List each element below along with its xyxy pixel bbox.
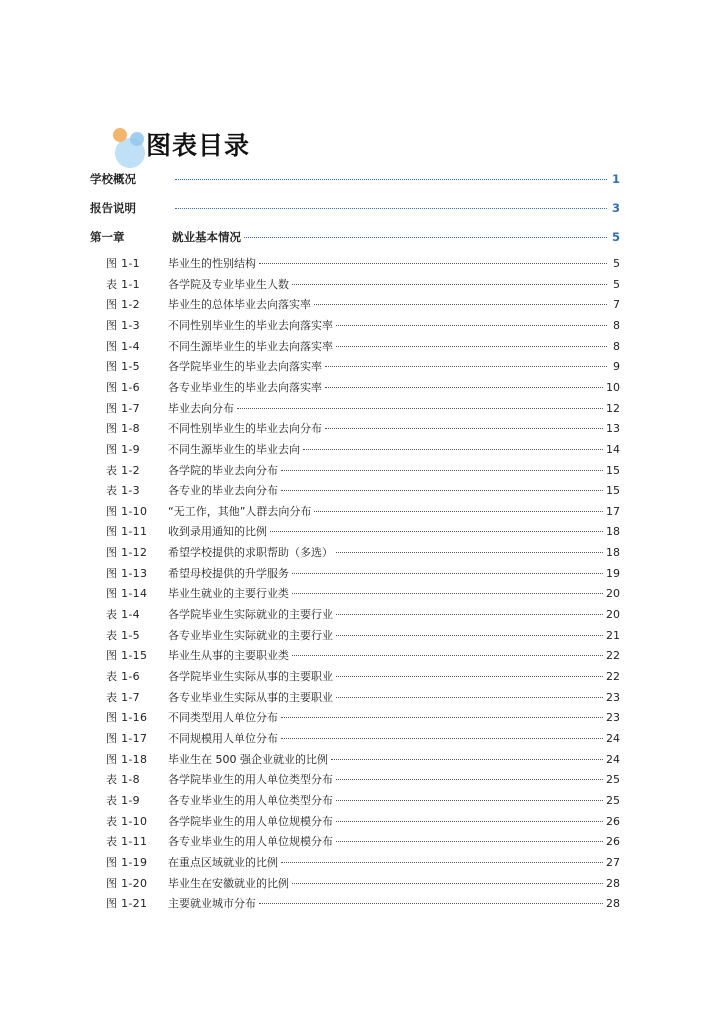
figure-entry[interactable]	[106, 276, 620, 296]
figure-label: 图 1-5	[106, 360, 140, 374]
page-number: 5	[613, 277, 620, 291]
dot-leader	[336, 821, 603, 822]
figure-entry[interactable]	[106, 895, 620, 915]
figure-label: 图 1-12	[106, 546, 148, 560]
dot-leader	[292, 655, 603, 656]
dot-leader	[314, 304, 607, 305]
figure-label: 图 1-7	[106, 401, 140, 415]
page-number: 27	[606, 855, 620, 869]
page-number: 28	[606, 897, 620, 911]
figure-entry[interactable]	[106, 420, 620, 440]
figure-title: 不同生源毕业生的毕业去向	[168, 442, 300, 456]
dot-leader	[336, 325, 607, 326]
figure-entry[interactable]	[106, 813, 620, 833]
figure-entry[interactable]	[106, 689, 620, 709]
section-label: 报告说明	[90, 201, 136, 215]
page-number: 25	[606, 793, 620, 807]
dot-leader	[325, 366, 607, 367]
dot-leader	[303, 449, 603, 450]
page-number: 20	[606, 587, 620, 601]
figure-title: 希望学校提供的求职帮助（多选）	[168, 546, 333, 560]
figure-label: 表 1-7	[106, 690, 140, 704]
figure-label: 图 1-8	[106, 422, 140, 436]
section-entry[interactable]	[90, 200, 620, 220]
figure-title: 各专业毕业生的毕业去向落实率	[168, 380, 322, 394]
figure-title: 毕业生就业的主要行业类	[168, 587, 289, 601]
page-number: 24	[606, 731, 620, 745]
figure-entry[interactable]	[106, 627, 620, 647]
figure-entry[interactable]	[106, 482, 620, 502]
figure-label: 图 1-6	[106, 380, 140, 394]
page-number: 5	[611, 230, 620, 244]
section-label: 学校概况	[90, 172, 136, 186]
figure-entry[interactable]	[106, 400, 620, 420]
figure-label: 图 1-10	[106, 504, 148, 518]
dot-leader	[175, 179, 607, 180]
page-number: 8	[613, 339, 620, 353]
page-number: 23	[606, 711, 620, 725]
page-number: 23	[606, 690, 620, 704]
figure-title: 不同规模用人单位分布	[168, 731, 278, 745]
figure-title: 各学院及专业毕业生人数	[168, 277, 289, 291]
figure-title: 各学院的毕业去向分布	[168, 463, 278, 477]
figure-title: 不同类型用人单位分布	[168, 711, 278, 725]
dot-leader	[336, 800, 603, 801]
figure-title: 毕业生在 500 强企业就业的比例	[168, 752, 328, 766]
figure-title: 不同生源毕业生的毕业去向落实率	[168, 339, 333, 353]
dot-leader	[259, 263, 607, 264]
page-number: 12	[606, 401, 620, 415]
dot-leader	[336, 614, 603, 615]
figure-title: 各专业毕业生实际就业的主要行业	[168, 628, 333, 642]
page-number: 1	[611, 172, 620, 186]
page-number: 24	[606, 752, 620, 766]
page-number: 10	[606, 380, 620, 394]
page-number: 21	[606, 628, 620, 642]
dot-leader	[325, 428, 603, 429]
page-number: 17	[606, 504, 620, 518]
decorative-dot-icon	[113, 128, 127, 142]
page-number: 13	[606, 422, 620, 436]
figure-entry[interactable]	[106, 875, 620, 895]
figure-title: 各学院毕业生实际从事的主要职业	[168, 670, 333, 683]
figure-entry[interactable]	[106, 338, 620, 358]
figure-label: 图 1-11	[106, 525, 148, 539]
figure-entry[interactable]	[106, 709, 620, 729]
figure-entry[interactable]	[106, 792, 620, 812]
dot-leader	[281, 862, 603, 863]
dot-leader	[336, 779, 603, 780]
dot-leader	[314, 511, 603, 512]
figure-title: 各学院毕业生的用人单位规模分布	[168, 814, 333, 828]
figure-entry[interactable]	[106, 606, 620, 626]
figure-title: 毕业生在安徽就业的比例	[168, 876, 289, 890]
figure-title: 毕业去向分布	[168, 401, 234, 415]
figure-label: 表 1-1	[106, 277, 140, 291]
page-number: 9	[613, 360, 620, 374]
page-number: 28	[606, 876, 620, 890]
figure-title: 各学院毕业生的用人单位类型分布	[168, 773, 333, 787]
dot-leader	[281, 470, 603, 471]
figure-label: 图 1-19	[106, 855, 148, 869]
figure-label: 表 1-4	[106, 608, 140, 622]
figure-entry[interactable]	[106, 317, 620, 337]
figure-entry[interactable]	[106, 544, 620, 564]
dot-leader	[281, 717, 603, 718]
figure-entry[interactable]	[106, 296, 620, 316]
figure-entry[interactable]	[106, 668, 620, 688]
figure-title: 各专业毕业生实际从事的主要职业	[168, 690, 333, 704]
page-number: 7	[613, 298, 620, 312]
figure-entry[interactable]	[106, 503, 620, 523]
page-number: 3	[611, 201, 620, 215]
dot-leader	[292, 593, 603, 594]
figure-label: 表 1-2	[106, 463, 140, 477]
dot-leader	[259, 903, 603, 904]
dot-leader	[336, 676, 603, 677]
page-number: 19	[606, 566, 620, 580]
page-number: 15	[606, 463, 620, 477]
dot-leader	[281, 490, 603, 491]
figure-label: 图 1-2	[106, 298, 140, 312]
figure-label: 图 1-3	[106, 318, 140, 332]
dot-leader	[336, 841, 603, 842]
figure-entry[interactable]	[106, 730, 620, 750]
figure-title: 主要就业城市分布	[168, 897, 256, 911]
figure-label: 图 1-13	[106, 566, 148, 580]
page-number: 8	[613, 318, 620, 332]
section-label: 第一章	[90, 230, 125, 244]
dot-leader	[331, 759, 603, 760]
figure-entry[interactable]	[106, 379, 620, 399]
dot-leader	[244, 237, 607, 238]
figure-label: 表 1-9	[106, 793, 140, 807]
figure-entry[interactable]	[106, 771, 620, 791]
page-number: 14	[606, 442, 620, 456]
figure-title: 毕业生的总体毕业去向落实率	[168, 298, 311, 312]
page-number: 18	[606, 546, 620, 560]
figure-label: 表 1-8	[106, 773, 140, 787]
figure-title: 希望母校提供的升学服务	[168, 566, 289, 580]
figure-label: 图 1-16	[106, 711, 148, 725]
figure-entry[interactable]	[106, 833, 620, 853]
figure-entry[interactable]	[106, 462, 620, 482]
figure-entry[interactable]	[106, 255, 620, 275]
dot-leader	[292, 284, 607, 285]
figure-label: 图 1-1	[106, 257, 140, 270]
page-number: 18	[606, 525, 620, 539]
page-number: 22	[606, 670, 620, 683]
figure-title: “无工作，其他”人群去向分布	[168, 504, 312, 518]
page-number: 15	[606, 484, 620, 498]
dot-leader	[270, 531, 603, 532]
page-number: 26	[606, 814, 620, 828]
page-title: 图表目录	[146, 131, 251, 160]
figure-title: 毕业生的性别结构	[168, 257, 256, 270]
page-number: 25	[606, 773, 620, 787]
figure-title: 各专业毕业生的用人单位类型分布	[168, 793, 333, 807]
figure-entry[interactable]	[106, 647, 620, 667]
figure-entry[interactable]	[106, 585, 620, 605]
figure-label: 图 1-14	[106, 587, 148, 601]
figure-label: 图 1-15	[106, 649, 148, 663]
figure-label: 图 1-9	[106, 442, 140, 456]
figure-label: 图 1-21	[106, 897, 148, 911]
figure-label: 表 1-11	[106, 835, 148, 849]
figure-label: 图 1-4	[106, 339, 140, 353]
figure-label: 图 1-17	[106, 731, 148, 745]
figure-label: 表 1-10	[106, 814, 148, 828]
figure-title: 各学院毕业生实际就业的主要行业	[168, 608, 333, 622]
decorative-circle-icon	[130, 132, 144, 146]
figure-label: 图 1-20	[106, 876, 148, 890]
figure-entry[interactable]	[106, 441, 620, 461]
page-number: 20	[606, 608, 620, 622]
figure-entry[interactable]	[106, 854, 620, 874]
figure-label: 表 1-6	[106, 670, 140, 683]
figure-entry[interactable]	[106, 523, 620, 543]
dot-leader	[237, 408, 603, 409]
page-number: 22	[606, 649, 620, 663]
figure-label: 表 1-3	[106, 484, 140, 498]
figure-title: 各学院毕业生的毕业去向落实率	[168, 360, 322, 374]
section-title: 就业基本情况	[172, 230, 241, 244]
dot-leader	[292, 883, 603, 884]
figure-title: 各专业的毕业去向分布	[168, 484, 278, 498]
page-number: 26	[606, 835, 620, 849]
section-entry[interactable]	[90, 171, 620, 191]
section-entry[interactable]	[90, 229, 620, 249]
figure-entry[interactable]	[106, 358, 620, 378]
figure-title: 不同性别毕业生的毕业去向落实率	[168, 318, 333, 332]
dot-leader	[325, 387, 603, 388]
figure-entry[interactable]	[106, 751, 620, 771]
figure-title: 在重点区域就业的比例	[168, 855, 278, 869]
dot-leader	[336, 635, 603, 636]
dot-leader	[336, 346, 607, 347]
figure-title: 收到录用通知的比例	[168, 525, 267, 539]
figure-title: 不同性别毕业生的毕业去向分布	[168, 422, 322, 436]
dot-leader	[292, 573, 603, 574]
figure-title: 毕业生从事的主要职业类	[168, 649, 289, 663]
figure-label: 表 1-5	[106, 628, 140, 642]
dot-leader	[336, 552, 603, 553]
figure-title: 各专业毕业生的用人单位规模分布	[168, 835, 333, 849]
figure-label: 图 1-18	[106, 752, 148, 766]
dot-leader	[281, 738, 603, 739]
dot-leader	[336, 697, 603, 698]
dot-leader	[175, 208, 607, 209]
page-number: 5	[613, 257, 620, 270]
figure-entry[interactable]	[106, 565, 620, 585]
